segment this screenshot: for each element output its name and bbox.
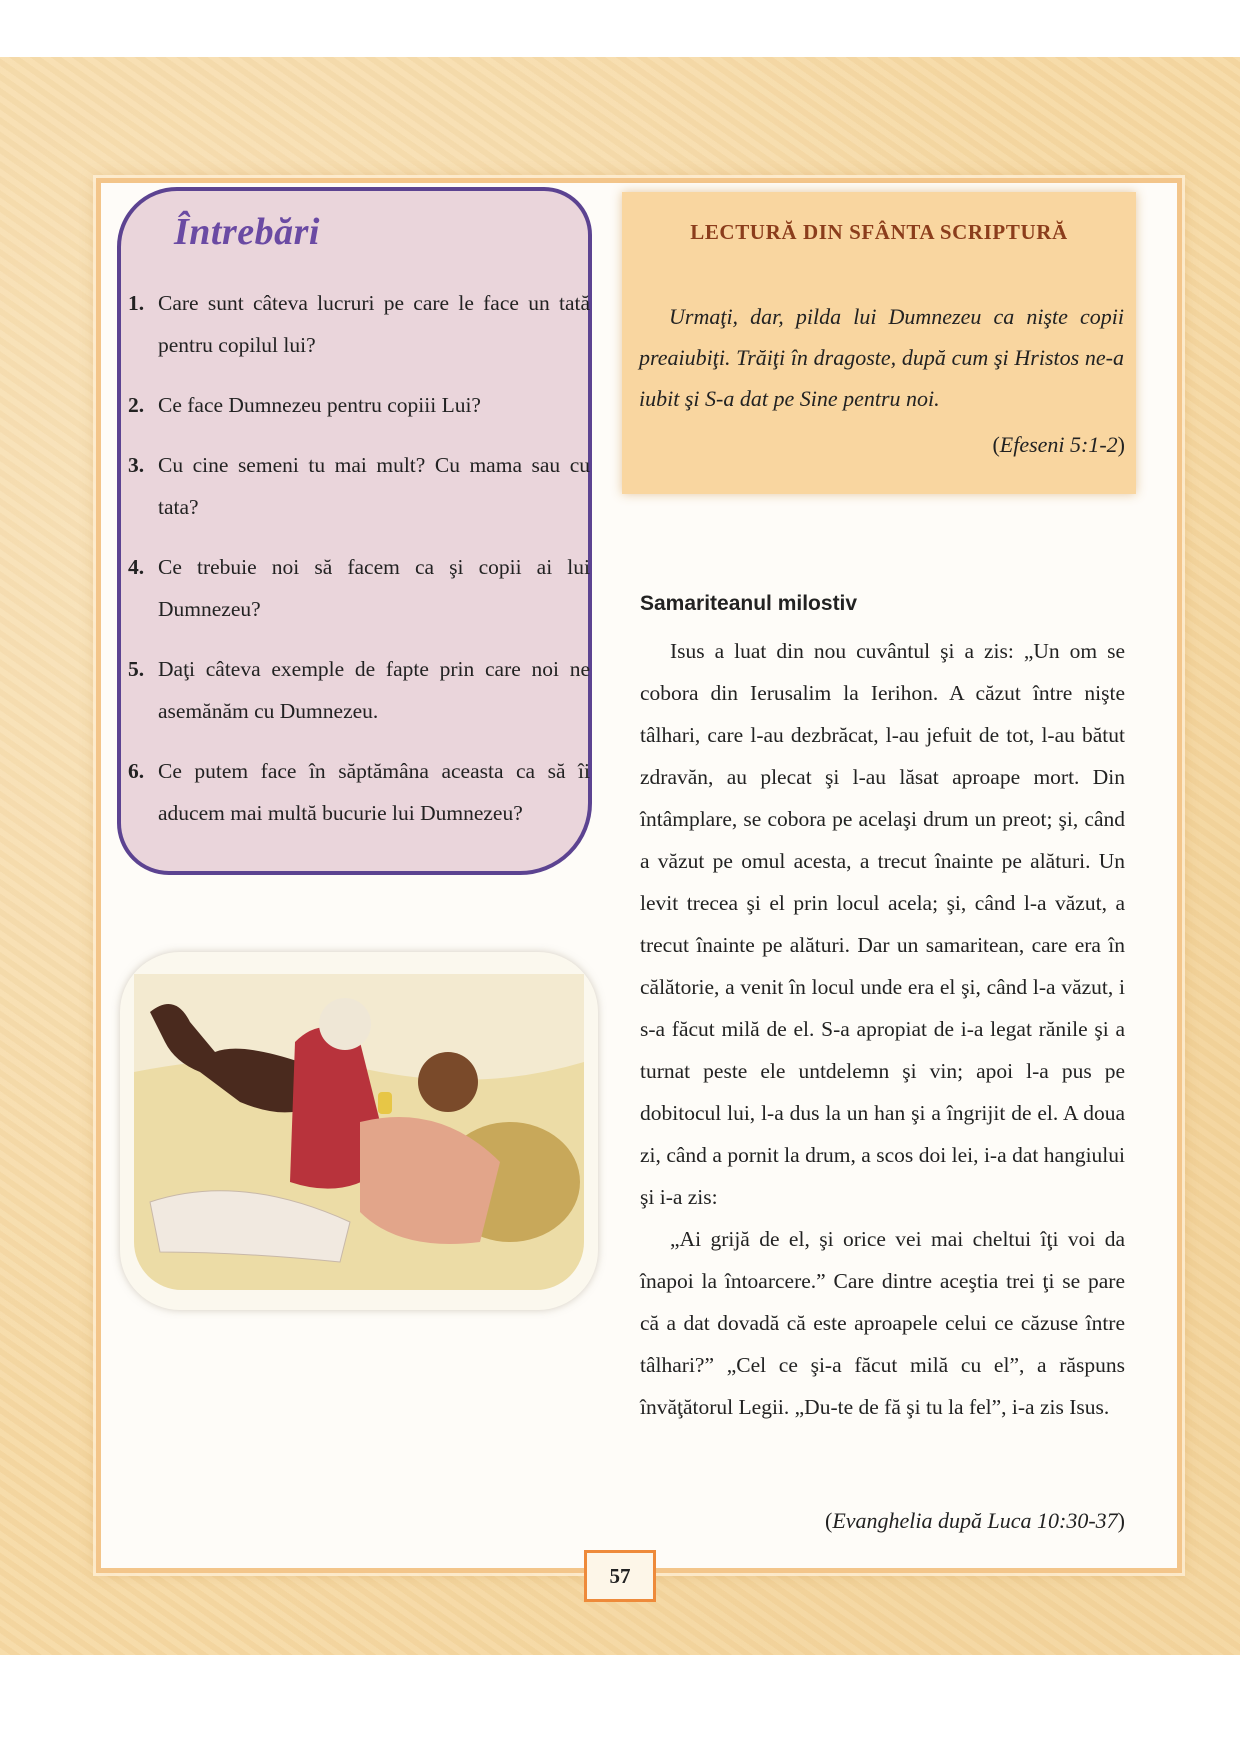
reading-title: LECTURĂ DIN SFÂNTA SCRIPTURĂ [690, 220, 1068, 244]
reading-ref-open: ( [992, 432, 1000, 457]
question-item [128, 282, 590, 366]
story-ref-close: ) [1117, 1508, 1125, 1533]
question-number: 5. [128, 657, 145, 681]
story-paragraph: Isus a luat din nou cuvântul şi a zis: „Un om se cobora din Ierusalim la Ierihon. A căzut între nişte tâlhari, care l-au dezbrăcat, l-au jefuit de tot, l-au bătut zdravăn, au plecat şi l-au lăsat aproape mort. Din întâmplare, se cobora pe acelaşi drum un preot; şi, când a văzut pe omul acesta, a trecut înainte pe alături. Un levit trecea şi el prin locul acela; şi, când l-a văzut, a trecut înainte pe alături. Dar un samaritean, care era în călătorie, a venit în locul unde era el şi, când l-a văzut, i s-a făcut milă de el. S-a apropiat de i-a legat rănile şi a turnat peste ele untdelemn şi vin; apoi l-a pus pe dobitocul lui, l-a dus la un han şi a îngrijit de el. A doua zi, când a pornit la drum, a scos doi lei, i-a dat hangiului şi i-a zis: [640, 639, 1125, 1209]
question-item [128, 444, 590, 528]
question-text: Cu cine semeni tu mai mult? Cu mama sau cu tata? [158, 453, 590, 519]
oil-flask [378, 1092, 392, 1114]
samaritan-head [319, 998, 371, 1050]
wounded-man-head [418, 1052, 478, 1112]
questions-list [128, 282, 590, 834]
question-text: Ce putem face în săptămâna aceasta ca să îi aducem mai multă bucurie lui Dumnezeu? [158, 759, 590, 825]
story-body [640, 630, 1125, 1428]
story-paragraph: „Ai grijă de el, şi orice vei mai cheltui îţi voi da înapoi la întoarcere.” Care dintre aceştia trei ţi se pare că a dat dovadă că este aproapele celui ce căzuse între tâlhari?” „Cel ce şi-a făcut milă cu el”, a răspuns învăţătorul Legii. „Du-te de fă şi tu la fel”, i-a zis Isus. [640, 1227, 1125, 1419]
question-number: 4. [128, 555, 145, 579]
question-item [128, 648, 590, 732]
story-title: Samariteanul milostiv [640, 592, 858, 615]
question-item [128, 384, 590, 426]
question-text: Ce trebuie noi să facem ca şi copii ai lui Dumnezeu? [158, 555, 590, 621]
question-number: 2. [128, 393, 145, 417]
reading-reference [640, 424, 1125, 465]
illustration-drawing [120, 952, 598, 1310]
questions-title: Întrebări [174, 211, 320, 253]
reading-text: Urmaţi, dar, pilda lui Dumnezeu ca nişte copii preaiubiţi. Trăiţi în dragoste, după cum şi Hristos ne-a iubit şi S-a dat pe Sine pentru noi. [639, 304, 1124, 411]
story-ref-open: ( [824, 1508, 833, 1533]
good-samaritan-illustration [120, 952, 598, 1310]
page-number: 57 [584, 1550, 656, 1602]
question-number: 1. [128, 291, 145, 315]
question-number: 6. [128, 759, 145, 783]
reading-ref-close: ) [1117, 432, 1125, 457]
question-item [128, 546, 590, 630]
reading-ref-name: Efeseni 5:1-2 [999, 432, 1118, 457]
question-item [128, 750, 590, 834]
story-ref-name: Evanghelia după Luca 10:30-37 [832, 1508, 1118, 1533]
story-reference [640, 1508, 1125, 1534]
question-text: Daţi câteva exemple de fapte prin care noi ne asemănăm cu Dumnezeu. [158, 657, 590, 723]
question-number: 3. [128, 453, 145, 477]
question-text: Care sunt câteva lucruri pe care le face un tată pentru copilul lui? [158, 291, 590, 357]
question-text: Ce face Dumnezeu pentru copiii Lui? [158, 393, 481, 417]
